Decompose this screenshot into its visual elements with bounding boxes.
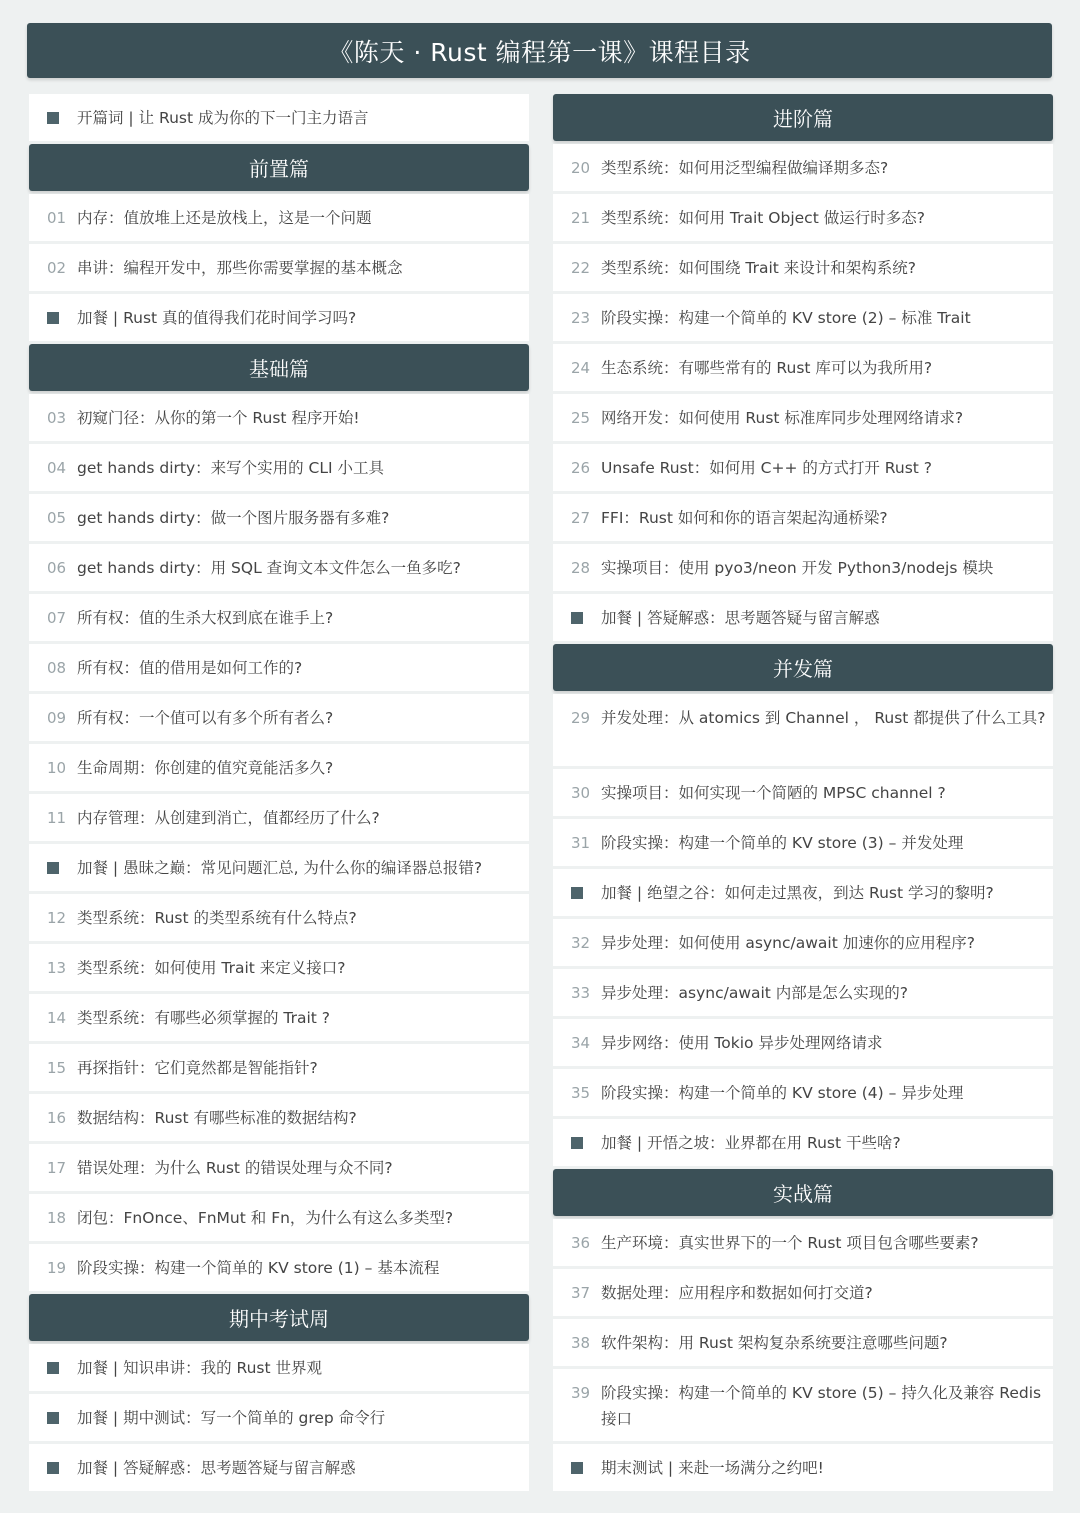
lesson-title: 阶段实操：构建一个简单的 KV store (1) – 基本流程 bbox=[77, 1258, 440, 1277]
lesson-title: 错误处理：为什么 Rust 的错误处理与众不同? bbox=[77, 1158, 393, 1177]
lesson-item[interactable] bbox=[553, 1269, 1053, 1316]
lesson-number: 26 bbox=[571, 458, 591, 477]
lesson-item[interactable] bbox=[553, 1369, 1053, 1441]
lesson-item[interactable] bbox=[29, 594, 529, 641]
square-bullet-icon bbox=[47, 112, 77, 124]
lesson-number: 19 bbox=[47, 1258, 67, 1277]
lesson-number: 01 bbox=[47, 208, 67, 227]
lesson-item[interactable] bbox=[29, 1044, 529, 1091]
lesson-title: 网络开发：如何使用 Rust 标准库同步处理网络请求? bbox=[601, 408, 964, 427]
lesson-number: 33 bbox=[571, 983, 591, 1002]
lesson-title: 阶段实操：构建一个简单的 KV store (3) – 并发处理 bbox=[601, 833, 964, 852]
lesson-title: 类型系统：如何围绕 Trait 来设计和架构系统? bbox=[601, 258, 917, 277]
lesson-number: 38 bbox=[571, 1333, 591, 1352]
left-column bbox=[29, 94, 529, 1491]
lesson-title: 加餐 | 知识串讲：我的 Rust 世界观 bbox=[77, 1358, 322, 1377]
lesson-title: 异步网络：使用 Tokio 异步处理网络请求 bbox=[601, 1033, 883, 1052]
lesson-title: 加餐 | 答疑解惑：思考题答疑与留言解惑 bbox=[601, 608, 880, 627]
lesson-title: 实操项目：如何实现一个简陋的 MPSC channel ? bbox=[601, 783, 946, 802]
bonus-lesson-item[interactable] bbox=[29, 1394, 529, 1441]
lesson-number: 36 bbox=[571, 1233, 591, 1252]
square-bullet-icon bbox=[47, 1462, 77, 1474]
lesson-title: 闭包：FnOnce、FnMut 和 Fn，为什么有这么多类型? bbox=[77, 1208, 454, 1227]
lesson-title: 阶段实操：构建一个简单的 KV store (5) – 持久化及兼容 Redis 接口 bbox=[601, 1384, 1042, 1428]
square-bullet-icon bbox=[47, 862, 77, 874]
lesson-item[interactable] bbox=[553, 544, 1053, 591]
lesson-number: 39 bbox=[571, 1384, 591, 1402]
lesson-title: get hands dirty：做一个图片服务器有多难? bbox=[77, 508, 390, 527]
lesson-title: 初窥门径：从你的第一个 Rust 程序开始! bbox=[77, 408, 360, 427]
lesson-title: get hands dirty：来写个实用的 CLI 小工具 bbox=[77, 458, 385, 477]
lesson-item[interactable] bbox=[29, 794, 529, 841]
lesson-item[interactable] bbox=[29, 544, 529, 591]
lesson-title: 异步处理：async/await 内部是怎么实现的? bbox=[601, 983, 909, 1002]
lesson-number: 24 bbox=[571, 358, 591, 377]
lesson-item[interactable] bbox=[29, 644, 529, 691]
lesson-number: 27 bbox=[571, 508, 591, 527]
bonus-lesson-item[interactable] bbox=[29, 294, 529, 341]
lesson-item[interactable] bbox=[553, 1069, 1053, 1116]
square-bullet-icon bbox=[571, 1462, 601, 1474]
lesson-number: 25 bbox=[571, 408, 591, 427]
lesson-title: 内存管理：从创建到消亡，值都经历了什么? bbox=[77, 808, 380, 827]
lesson-number: 02 bbox=[47, 258, 67, 277]
lesson-item[interactable] bbox=[553, 494, 1053, 541]
lesson-number: 18 bbox=[47, 1208, 67, 1227]
lesson-item[interactable] bbox=[553, 444, 1053, 491]
lesson-title: 所有权：一个值可以有多个所有者么? bbox=[77, 708, 334, 727]
lesson-item[interactable] bbox=[29, 444, 529, 491]
bonus-lesson-item[interactable] bbox=[29, 1344, 529, 1391]
lesson-number: 03 bbox=[47, 408, 67, 427]
lesson-item[interactable] bbox=[29, 694, 529, 741]
lesson-title: 阶段实操：构建一个简单的 KV store (2) – 标准 Trait bbox=[601, 308, 971, 327]
bonus-lesson-item[interactable] bbox=[29, 1444, 529, 1491]
lesson-title: 类型系统：Rust 的类型系统有什么特点? bbox=[77, 908, 357, 927]
section-header: 实战篇 bbox=[553, 1169, 1053, 1216]
lesson-title: 加餐 | 绝望之谷：如何走过黑夜，到达 Rust 学习的黎明? bbox=[601, 883, 994, 902]
lesson-item[interactable] bbox=[29, 1094, 529, 1141]
lesson-number: 09 bbox=[47, 708, 67, 727]
square-bullet-icon bbox=[47, 1362, 77, 1374]
lesson-item[interactable] bbox=[553, 394, 1053, 441]
section-header: 并发篇 bbox=[553, 644, 1053, 691]
lesson-title: 数据结构：Rust 有哪些标准的数据结构? bbox=[77, 1108, 357, 1127]
lesson-title: 类型系统：如何用 Trait Object 做运行时多态? bbox=[601, 208, 925, 227]
lesson-number: 16 bbox=[47, 1108, 67, 1127]
lesson-title: 加餐 | 期中测试：写一个简单的 grep 命令行 bbox=[77, 1408, 386, 1427]
lesson-title: 期末测试 | 来赴一场满分之约吧! bbox=[601, 1458, 824, 1477]
lesson-title: get hands dirty：用 SQL 查询文本文件怎么一鱼多吃? bbox=[77, 558, 461, 577]
lesson-title: Unsafe Rust：如何用 C++ 的方式打开 Rust ? bbox=[601, 458, 932, 477]
lesson-number: 28 bbox=[571, 558, 591, 577]
lesson-number: 04 bbox=[47, 458, 67, 477]
lesson-item[interactable] bbox=[553, 1219, 1053, 1266]
square-bullet-icon bbox=[47, 1412, 77, 1424]
lesson-number: 14 bbox=[47, 1008, 67, 1027]
lesson-title: 所有权：值的生杀大权到底在谁手上? bbox=[77, 608, 334, 627]
lesson-item[interactable] bbox=[553, 144, 1053, 191]
lesson-title: 阶段实操：构建一个简单的 KV store (4) – 异步处理 bbox=[601, 1083, 964, 1102]
lesson-number: 23 bbox=[571, 308, 591, 327]
lesson-number: 29 bbox=[571, 709, 591, 727]
lesson-title: 加餐 | 答疑解惑：思考题答疑与留言解惑 bbox=[77, 1458, 356, 1477]
lesson-title: 加餐 | 愚昧之巅：常见问题汇总, 为什么你的编译器总报错? bbox=[77, 858, 483, 877]
lesson-item[interactable] bbox=[29, 1144, 529, 1191]
lesson-item[interactable] bbox=[29, 1244, 529, 1291]
lesson-number: 08 bbox=[47, 658, 67, 677]
lesson-number: 32 bbox=[571, 933, 591, 952]
lesson-item[interactable] bbox=[553, 919, 1053, 966]
lesson-item[interactable] bbox=[29, 994, 529, 1041]
lesson-title: 内存：值放堆上还是放栈上，这是一个问题 bbox=[77, 208, 372, 227]
lesson-number: 12 bbox=[47, 908, 67, 927]
section-header: 前置篇 bbox=[29, 144, 529, 191]
lesson-title: 异步处理：如何使用 async/await 加速你的应用程序? bbox=[601, 933, 975, 952]
bonus-lesson-item[interactable] bbox=[553, 1444, 1053, 1491]
lesson-number: 21 bbox=[571, 208, 591, 227]
lesson-item[interactable] bbox=[553, 244, 1053, 291]
lesson-number: 13 bbox=[47, 958, 67, 977]
bonus-lesson-item[interactable] bbox=[553, 869, 1053, 916]
lesson-item[interactable] bbox=[29, 494, 529, 541]
lesson-title: 所有权：值的借用是如何工作的? bbox=[77, 658, 303, 677]
square-bullet-icon bbox=[571, 612, 601, 624]
lesson-title: 生命周期：你创建的值究竟能活多久? bbox=[77, 758, 334, 777]
section-header: 进阶篇 bbox=[553, 94, 1053, 141]
lesson-item[interactable] bbox=[29, 244, 529, 291]
lesson-title: 类型系统：如何用泛型编程做编译期多态? bbox=[601, 158, 889, 177]
lesson-title: 类型系统：如何使用 Trait 来定义接口? bbox=[77, 958, 346, 977]
bonus-lesson-item[interactable] bbox=[553, 1119, 1053, 1166]
square-bullet-icon bbox=[47, 312, 77, 324]
lesson-number: 15 bbox=[47, 1058, 67, 1077]
lesson-item[interactable] bbox=[553, 769, 1053, 816]
lesson-title: 生态系统：有哪些常有的 Rust 库可以为我所用? bbox=[601, 358, 933, 377]
bonus-lesson-item[interactable] bbox=[29, 94, 529, 141]
lesson-item[interactable] bbox=[553, 819, 1053, 866]
lesson-title: 加餐 | 开悟之坡：业界都在用 Rust 干些啥? bbox=[601, 1133, 901, 1152]
lesson-title: 开篇词 | 让 Rust 成为你的下一门主力语言 bbox=[77, 108, 369, 127]
lesson-item[interactable] bbox=[553, 344, 1053, 391]
lesson-item[interactable] bbox=[553, 1019, 1053, 1066]
section-header: 基础篇 bbox=[29, 344, 529, 391]
lesson-number: 37 bbox=[571, 1283, 591, 1302]
lesson-title: 数据处理：应用程序和数据如何打交道? bbox=[601, 1283, 873, 1302]
lesson-title: 实操项目：使用 pyo3/neon 开发 Python3/nodejs 模块 bbox=[601, 558, 994, 577]
lesson-item[interactable] bbox=[29, 744, 529, 791]
lesson-item[interactable] bbox=[553, 694, 1053, 766]
lesson-number: 35 bbox=[571, 1083, 591, 1102]
lesson-title: 并发处理：从 atomics 到 Channel ， Rust 都提供了什么工具? bbox=[601, 709, 1046, 727]
bonus-lesson-item[interactable] bbox=[553, 594, 1053, 641]
lesson-number: 07 bbox=[47, 608, 67, 627]
lesson-number: 31 bbox=[571, 833, 591, 852]
lesson-item[interactable] bbox=[553, 194, 1053, 241]
lesson-title: FFI：Rust 如何和你的语言架起沟通桥梁? bbox=[601, 508, 888, 527]
lesson-number: 10 bbox=[47, 758, 67, 777]
lesson-number: 22 bbox=[571, 258, 591, 277]
lesson-title: 加餐 | Rust 真的值得我们花时间学习吗? bbox=[77, 308, 357, 327]
lesson-number: 17 bbox=[47, 1158, 67, 1177]
lesson-number: 06 bbox=[47, 558, 67, 577]
right-column bbox=[553, 94, 1053, 1491]
lesson-item[interactable] bbox=[29, 894, 529, 941]
lesson-item[interactable] bbox=[553, 294, 1053, 341]
lesson-number: 20 bbox=[571, 158, 591, 177]
page-title: 《陈天 · Rust 编程第一课》课程目录 bbox=[27, 23, 1052, 78]
lesson-number: 34 bbox=[571, 1033, 591, 1052]
lesson-number: 11 bbox=[47, 808, 67, 827]
section-header: 期中考试周 bbox=[29, 1294, 529, 1341]
lesson-title: 串讲：编程开发中，那些你需要掌握的基本概念 bbox=[77, 258, 403, 277]
lesson-title: 生产环境：真实世界下的一个 Rust 项目包含哪些要素? bbox=[601, 1233, 979, 1252]
lesson-item[interactable] bbox=[29, 1194, 529, 1241]
lesson-item[interactable] bbox=[29, 194, 529, 241]
bonus-lesson-item[interactable] bbox=[29, 844, 529, 891]
square-bullet-icon bbox=[571, 887, 601, 899]
lesson-title: 再探指针：它们竟然都是智能指针? bbox=[77, 1058, 318, 1077]
lesson-item[interactable] bbox=[553, 1319, 1053, 1366]
lesson-title: 类型系统：有哪些必须掌握的 Trait ? bbox=[77, 1008, 331, 1027]
lesson-item[interactable] bbox=[29, 944, 529, 991]
lesson-item[interactable] bbox=[553, 969, 1053, 1016]
lesson-number: 05 bbox=[47, 508, 67, 527]
square-bullet-icon bbox=[571, 1137, 601, 1149]
lesson-title: 软件架构：用 Rust 架构复杂系统要注意哪些问题? bbox=[601, 1333, 948, 1352]
lesson-item[interactable] bbox=[29, 394, 529, 441]
lesson-number: 30 bbox=[571, 783, 591, 802]
